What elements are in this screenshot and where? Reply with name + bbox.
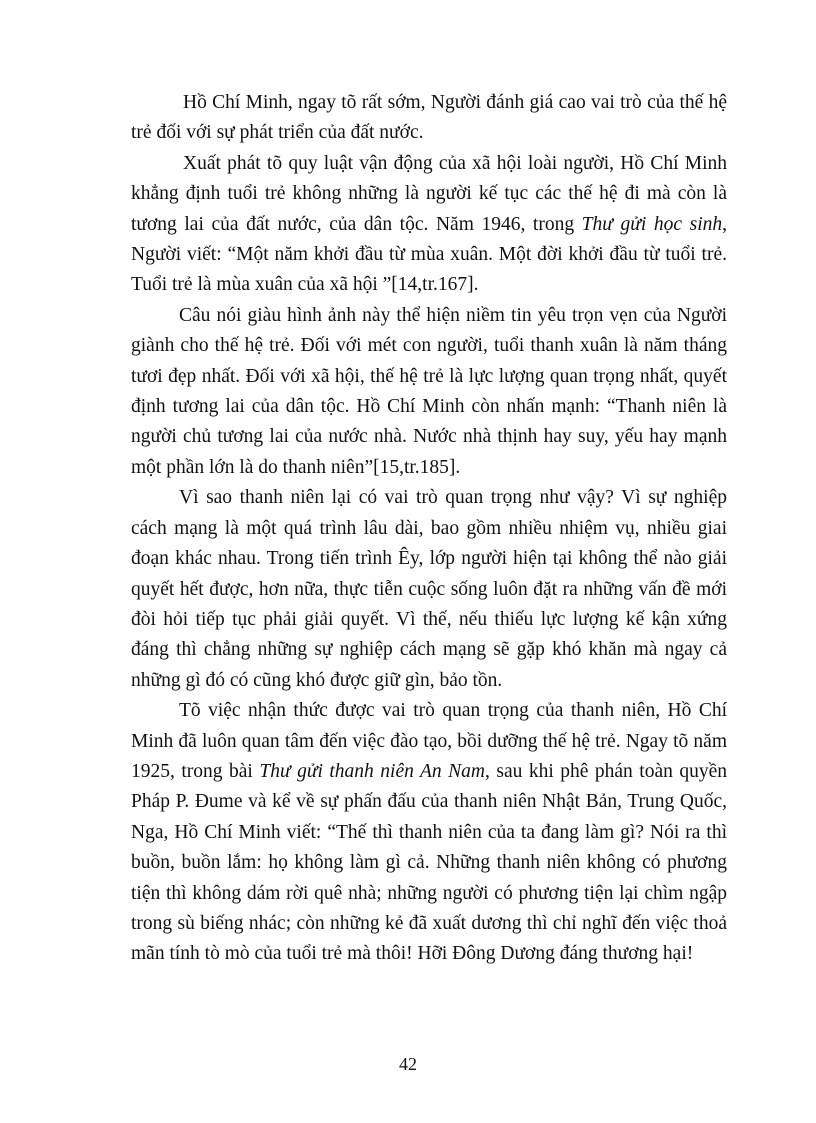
paragraph-2-text-a: Xuất phát tõ quy luật vận động của xã hội loài người, Hồ Chí Minh khẳng định tuổi trẻ không những là người kế tục các thế hệ đi mà còn là tương lai của đất nước, của dân tộc. Năm 1946, trong bbox=[131, 152, 727, 235]
paragraph-4-text: Vì sao thanh niên lại có vai trò quan trọng như vậy? Vì sự nghiệp cách mạng là một quá trình lâu dài, bao gồm nhiều nhiệm vụ, nhiều giai đoạn khác nhau. Trong tiến trình Êy, lớp người hiện tại không thể nào giải quyết hết được, hơn nữa, thực tiễn cuộc sống luôn đặt ra những vấn đề mới đòi hỏi tiếp tục phải giải quyết. Vì thế, nếu thiếu lực lượng kế kận xứng đáng thì chẳng những sự nghiệp cách mạng sẽ gặp khó khăn mà ngay cả những gì đó có cũng khó được giữ gìn, bảo tồn. bbox=[131, 487, 727, 691]
paragraph-4 bbox=[131, 483, 727, 696]
paragraph-3 bbox=[131, 301, 727, 483]
paragraph-2-text-b: , Người viết: “Một năm khởi đầu từ mùa xuân. Một đời khởi đầu từ tuổi trẻ. Tuổi trẻ là mùa xuân của xã hội ”[14,tr.167]. bbox=[131, 213, 728, 296]
paragraph-2 bbox=[131, 149, 727, 301]
paragraph-5-text-b: , sau khi phê phán toàn quyền Pháp P. Đume và kể về sự phấn đấu của thanh niên Nhật Bản, Trung Quốc, Nga, Hồ Chí Minh viết: “Thế thì thanh niên của ta đang làm gì? Nói ra thì buồn, buồn lắm: họ không làm gì cả. Những thanh niên không có phương tiện thì không dám rời quê nhà; những người có phương tiện lại chìm ngập trong sù biếng nhác; còn những kẻ đã xuất dương thì chỉ nghĩ đến việc thoả mãn tính tò mò của tuổi trẻ mà thôi! Hỡi Đông Dương đáng thương hại! bbox=[131, 760, 728, 965]
page-number: 42 bbox=[399, 1054, 417, 1074]
paragraph-1-text: Hồ Chí Minh, ngay tõ rất sớm, Người đánh giá cao vai trò của thế hệ trẻ đối với sự phát triển của đất nước. bbox=[131, 92, 727, 144]
paragraph-2-italic-title: Thư gửi học sinh bbox=[581, 213, 723, 235]
paragraph-5-italic-title: Thư gửi thanh niên An Nam bbox=[259, 760, 485, 782]
document-body bbox=[131, 88, 727, 970]
paragraph-3-text: Câu nói giàu hình ảnh này thể hiện niềm tin yêu trọn vẹn của Người giành cho thế hệ trẻ. Đối với mét con người, tuổi thanh xuân là năm tháng tươi đẹp nhất. Đối với xã hội, thế hệ trẻ là lực lượng quan trọng nhất, quyết định tương lai của dân tộc. Hồ Chí Minh còn nhấn mạnh: “Thanh niên là người chủ tương lai của nước nhà. Nước nhà thịnh hay suy, yếu hay mạnh một phần lớn là do thanh niên”[15,tr.185]. bbox=[131, 304, 727, 478]
paragraph-5-text-a: Tõ việc nhận thức được vai trò quan trọng của thanh niên, Hồ Chí Minh đã luôn quan tâm đến việc đào tạo, bồi dưỡng thế hệ trẻ. Ngay tõ năm 1925, trong bài bbox=[131, 700, 727, 782]
paragraph-1 bbox=[131, 88, 727, 149]
paragraph-5 bbox=[131, 696, 727, 970]
